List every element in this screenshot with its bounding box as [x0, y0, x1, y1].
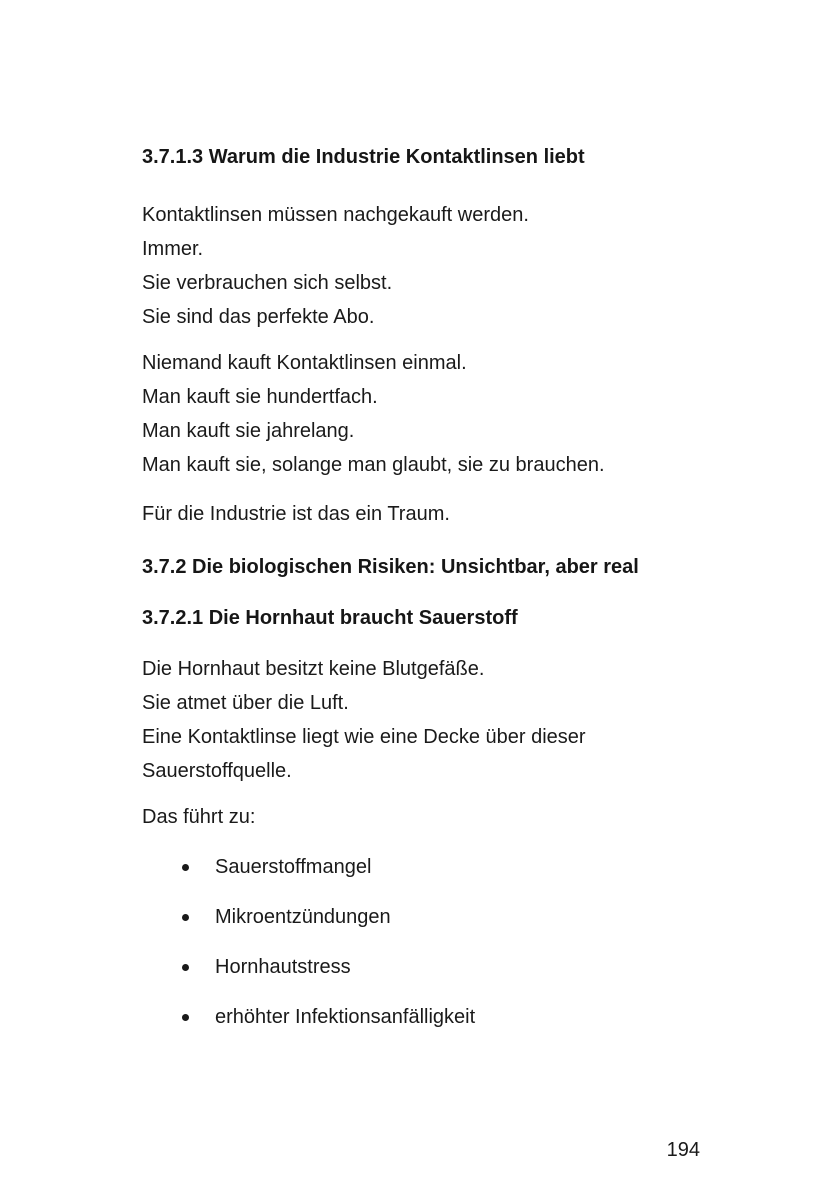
paragraph-fuehrt-zu [142, 800, 700, 834]
paragraph-line: Für die Industrie ist das ein Traum. [142, 503, 450, 525]
section-heading-3-7-2: 3.7.2 Die biologischen Risiken: Unsichtbar, aber real [142, 556, 639, 578]
paragraph-kaufen [142, 346, 700, 482]
bullet-icon [182, 864, 189, 871]
paragraph-line: Niemand kauft Kontaktlinsen einmal. [142, 352, 467, 374]
paragraph-hornhaut [142, 652, 700, 788]
section-heading-3-7-2-1: 3.7.2.1 Die Hornhaut braucht Sauerstoff [142, 607, 518, 629]
paragraph-line: Sie atmet über die Luft. [142, 692, 349, 714]
bullet-list [142, 850, 700, 1034]
paragraph-line: Eine Kontaktlinse liegt wie eine Decke über dieser Sauerstoffquelle. [142, 726, 586, 782]
list-item [142, 850, 700, 884]
paragraph-line: Kontaktlinsen müssen nachgekauft werden. [142, 204, 529, 226]
list-item [142, 900, 700, 934]
paragraph-traum [142, 497, 700, 531]
page-number: 194 [666, 1139, 700, 1161]
list-item [142, 950, 700, 984]
list-item-label: Hornhautstress [215, 956, 351, 978]
bullet-icon [182, 914, 189, 921]
paragraph-line: Sie verbrauchen sich selbst. [142, 272, 393, 294]
list-item-label: erhöhter Infektionsanfälligkeit [215, 1006, 476, 1028]
paragraph-line: Die Hornhaut besitzt keine Blutgefäße. [142, 658, 485, 680]
paragraph-line: Man kauft sie hundertfach. [142, 386, 378, 408]
bullet-icon [182, 964, 189, 971]
paragraph-line: Man kauft sie, solange man glaubt, sie zu brauchen. [142, 454, 605, 476]
bullet-icon [182, 1014, 189, 1021]
section-heading-3-7-1-3: 3.7.1.3 Warum die Industrie Kontaktlinsen liebt [142, 146, 585, 168]
list-item-label: Mikroentzündungen [215, 906, 391, 928]
paragraph-line: Das führt zu: [142, 806, 256, 828]
paragraph-line: Man kauft sie jahrelang. [142, 420, 355, 442]
paragraph-line: Sie sind das perfekte Abo. [142, 306, 375, 328]
paragraph-abo [142, 198, 700, 334]
list-item [142, 1000, 700, 1034]
paragraph-line: Immer. [142, 238, 204, 260]
list-item-label: Sauerstoffmangel [215, 856, 372, 878]
